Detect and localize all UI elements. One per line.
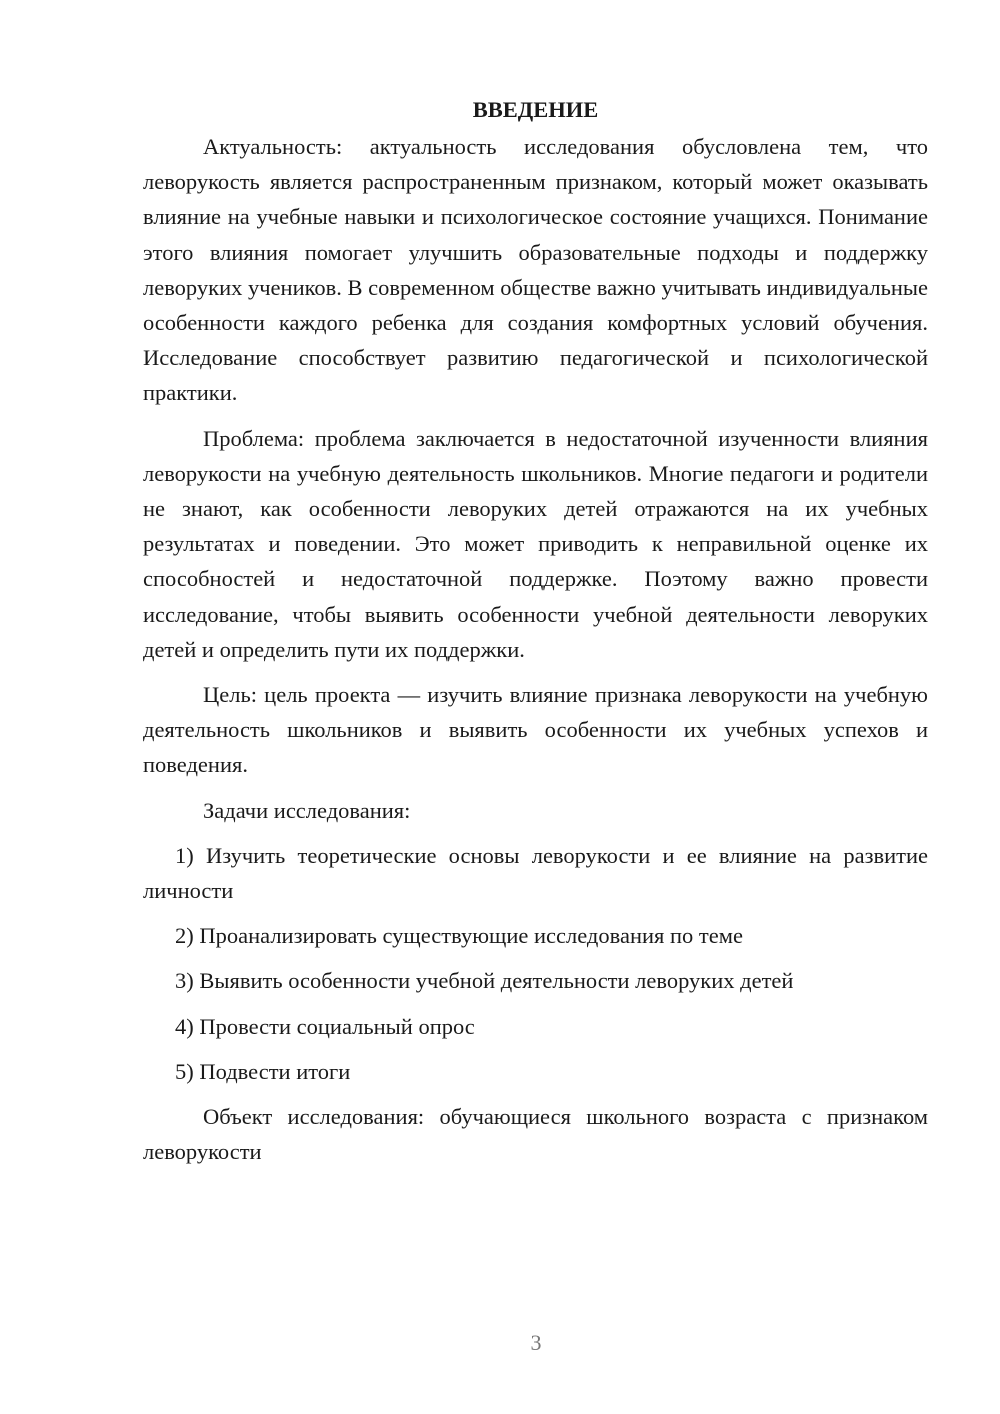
task-item: 4) Провести социальный опрос [175,1013,475,1039]
page-content [143,92,928,1179]
object-paragraph: Объект исследования: обучающиеся школьного возраста с признаком леворукости [143,1104,928,1165]
task-item: 1) Изучить теоретические основы леворукости и ее влияние на развитие личности [143,842,928,904]
task-item: 3) Выявить особенности учебной деятельности леворуких детей [175,968,794,994]
relevance-paragraph: Актуальность: актуальность исследования обусловлена тем, что леворукость является распространенным признаком, который может оказывать влияние на учебные навыки и психологическое состояние учащихся. Понимание этого влияния помогает улучшить образовательные подходы и поддержку леворуких учеников. В современном обществе важно учитывать индивидуальные особенности каждого ребенка для создания комфортных условий обучения. Исследование способствует развитию педагогической и психологической практики. [143,134,928,406]
tasks-heading: Задачи исследования: [203,797,411,823]
problem-paragraph: Проблема: проблема заключается в недостаточной изученности влияния леворукости на учебную деятельность школьников. Многие педагоги и родители не знают, как особенности леворуких детей отражаются на их учебных результатах и поведении. Это может приводить к неправильной оценке их способностей и недостаточной поддержке. Поэтому важно провести исследование, чтобы выявить особенности учебной деятельности леворуких детей и определить пути их поддержки. [143,425,928,662]
section-title: ВВЕДЕНИЕ [472,97,599,122]
task-item: 5) Подвести итоги [175,1058,351,1084]
goal-paragraph: Цель: цель проекта — изучить влияние признака леворукости на учебную деятельность школьников и выявить особенности их учебных успехов и поведения. [143,682,928,778]
page-number: 3 [530,1330,542,1355]
task-list [143,838,928,1089]
task-item: 2) Проанализировать существующие исследования по теме [175,923,743,949]
